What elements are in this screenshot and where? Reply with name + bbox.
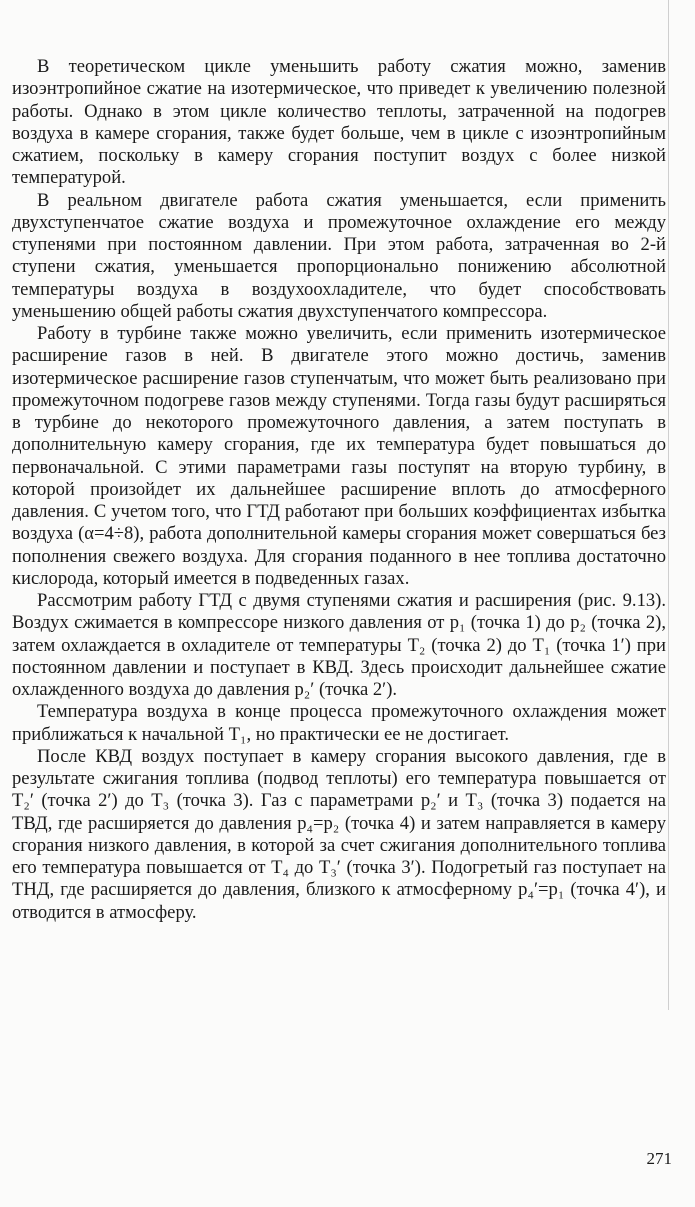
paragraph-3: Работу в турбине также можно увеличить, если применить изотермическое расширение газов в ней. В двигателе этого можно достичь, заменив изотермическое расширение газов ступенчатым, что может быть реализовано при промежуточном подогреве газов между ступенями. Тогда газы будут расширяться в турбине до некоторого промежуточного давления, а затем поступать в дополнительную камеру сгорания, где их температура будет повышаться до первоначальной. С этими параметрами газы поступят на вторую турбину, в которой произойдет их дальнейшее расширение вплоть до атмосферного давления. С учетом того, что ГТД работают при больших коэффициентах избытка воздуха (α=4÷8), работа дополнительной камеры сгорания может совершаться без пополнения свежего воздуха. Для сгорания поданного в нее топлива достаточно кислорода, который имеется в подведенных газах.	[12, 323, 666, 589]
paragraph-5: Температура воздуха в конце процесса промежуточного охлаждения может приближаться к начальной T₁, но практически ее не достигает.	[12, 701, 666, 745]
page-number: 271	[646, 1149, 672, 1168]
paragraph-4: Рассмотрим работу ГТД с двумя ступенями сжатия и расширения (рис. 9.13). Воздух сжимается в компрессоре низкого давления от p₁ (точка 1) до p₂ (точка 2), затем охлаждается в охладителе от температуры T₂ (точка 2) до T₁ (точка 1′) при постоянном давлении и поступает в КВД. Здесь происходит дальнейшее сжатие охлажденного воздуха до давления p₂′ (точка 2′).	[12, 590, 666, 700]
page-edge-line	[668, 0, 669, 1010]
body-text	[12, 56, 666, 924]
paragraph-1: В теоретическом цикле уменьшить работу сжатия можно, заменив изоэнтропийное сжатие на изотермическое, что приведет к увеличению полезной работы. Однако в этом цикле количество теплоты, затраченной на подогрев воздуха в камере сгорания, также будет больше, чем в цикле с изоэнтропийным сжатием, поскольку в камеру сгорания поступит воздух с более низкой температурой.	[12, 56, 666, 189]
paragraph-2: В реальном двигателе работа сжатия уменьшается, если применить двухступенчатое сжатие воздуха и промежуточное охлаждение его между ступенями при постоянном давлении. При этом работа, затраченная во 2-й ступени сжатия, уменьшается пропорционально понижению абсолютной температуры воздуха в воздухоохладителе, что будет способствовать уменьшению общей работы сжатия двухступенчатого компрессора.	[12, 189, 666, 322]
paragraph-6: После КВД воздух поступает в камеру сгорания высокого давления, где в результате сжигания топлива (подвод теплоты) его температура повышается от T₂′ (точка 2′) до T₃ (точка 3). Газ с параметрами p₂′ и T₃ (точка 3) подается на ТВД, где расширяется до давления p₄=p₂ (точка 4) и затем направляется в камеру сгорания низкого давления, в которой за счет сжигания дополнительного топлива его температура повышается от T₄ до T₃′ (точка 3′). Подогретый газ поступает на ТНД, где расширяется до давления, близкого к атмосферному p₄′=p₁ (точка 4′), и отводится в атмосферу.	[12, 745, 666, 923]
